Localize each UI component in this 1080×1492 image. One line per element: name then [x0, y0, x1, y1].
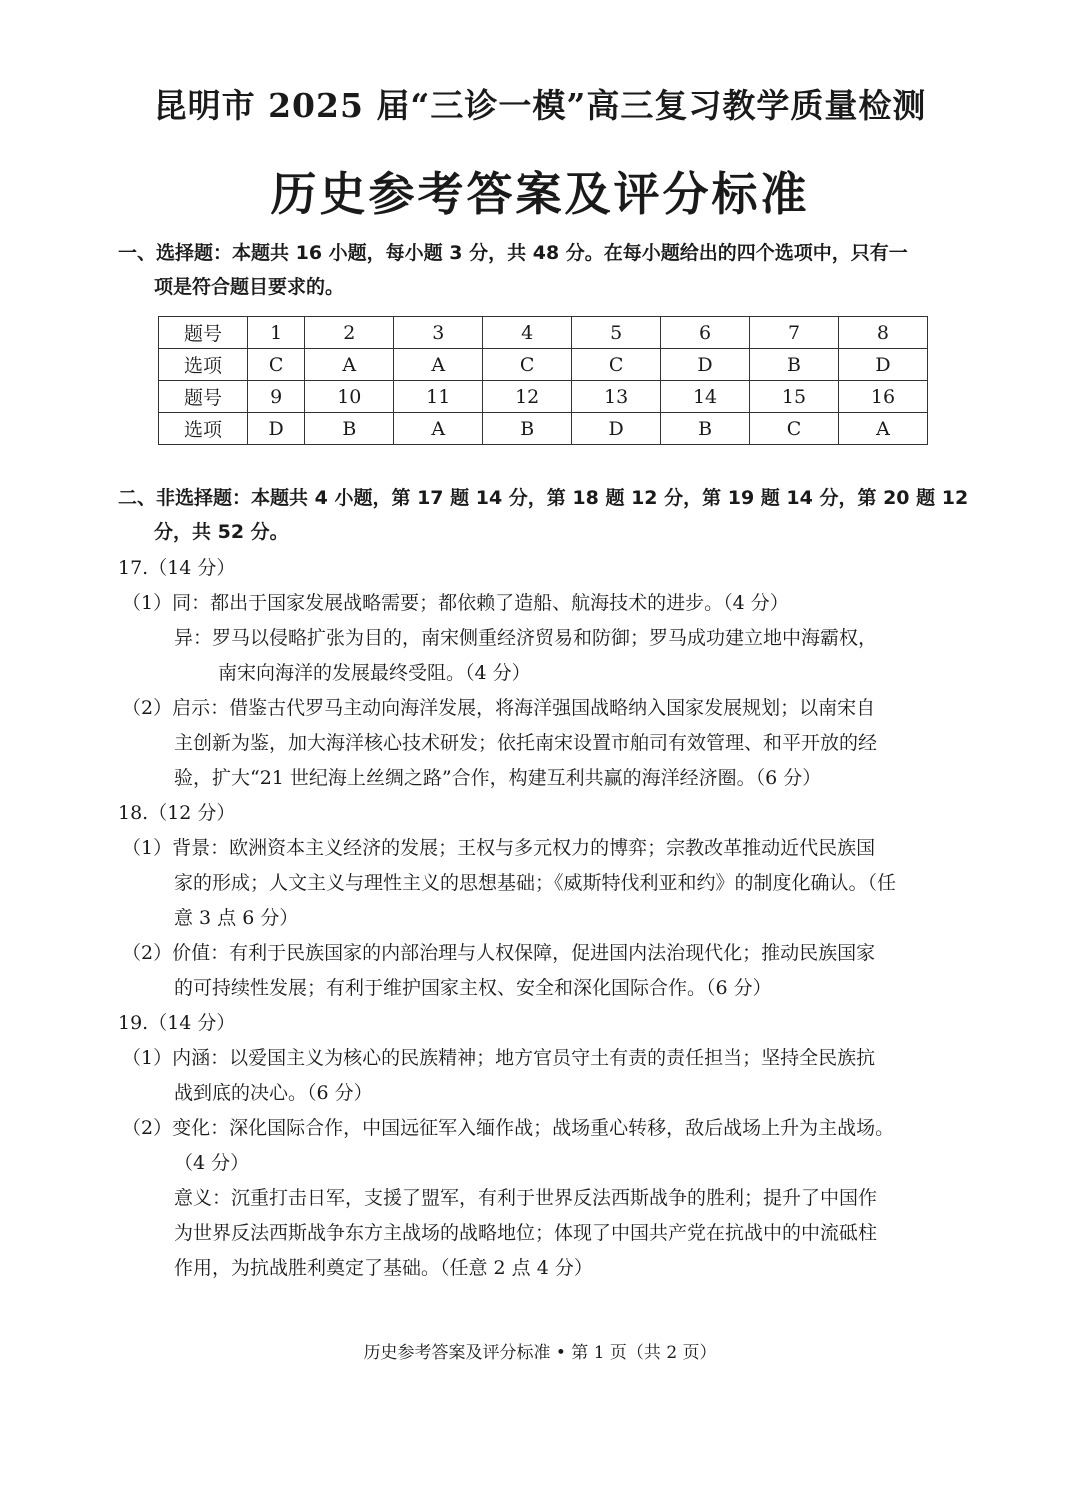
section1-heading-line1: 一、选择题：本题共 16 小题，每小题 3 分，共 48 分。在每小题给出的四个选项中，只有一 — [118, 242, 908, 264]
q17-label: 17.（14 分） — [118, 557, 236, 579]
section2-heading-line2: 分，共 52 分。 — [154, 521, 289, 543]
section1-heading-line2: 项是符合题目要求的。 — [154, 276, 345, 298]
question-number: 7 — [750, 317, 839, 349]
question-number: 12 — [483, 381, 572, 413]
question-number: 10 — [305, 381, 394, 413]
question-number: 16 — [838, 381, 927, 413]
question-number: 6 — [661, 317, 750, 349]
answer-cell: C — [572, 349, 661, 381]
document-subtitle: 历史参考答案及评分标准 — [270, 167, 810, 221]
q18-part1-line: 家的形成；人文主义与理性主义的思想基础；《威斯特伐利亚和约》的制度化确认。（任 — [174, 872, 897, 894]
question-number: 2 — [305, 317, 394, 349]
answer-cell: A — [394, 349, 483, 381]
answer-cell: B — [750, 349, 839, 381]
q18-part1-line: 意 3 点 6 分） — [174, 907, 299, 929]
answer-cell: A — [305, 349, 394, 381]
question-number: 11 — [394, 381, 483, 413]
q19-part2-line: （4 分） — [174, 1152, 250, 1174]
option-row-label: 选项 — [159, 349, 248, 381]
q18-part1 — [122, 831, 972, 936]
answer-cell: C — [750, 413, 839, 445]
question-number: 9 — [248, 381, 305, 413]
number-row-label: 题号 — [159, 381, 248, 413]
q19-part1 — [122, 1041, 972, 1111]
q19-part2-line: 意义：沉重打击日军，支援了盟军，有利于世界反法西斯战争的胜利；提升了中国作 — [174, 1187, 878, 1209]
q17-part1-line: （1）同：都出于国家发展战略需要；都依赖了造船、航海技术的进步。（4 分） — [122, 592, 789, 614]
answer-cell: A — [394, 413, 483, 445]
answer-cell: A — [838, 413, 927, 445]
answer-table-option-row-2 — [159, 413, 928, 445]
q17-part2 — [122, 691, 972, 796]
answer-table-option-row-1 — [159, 349, 928, 381]
answer-cell: D — [572, 413, 661, 445]
answer-table-number-row-1 — [159, 317, 928, 349]
q17-part1-line: 异：罗马以侵略扩张为目的，南宋侧重经济贸易和防御；罗马成功建立地中海霸权， — [174, 627, 878, 649]
q17-part1-line: 南宋向海洋的发展最终受阻。（4 分） — [218, 662, 531, 684]
question-number: 15 — [750, 381, 839, 413]
answer-cell: B — [661, 413, 750, 445]
section2-heading — [118, 481, 978, 549]
q18-part2 — [122, 936, 972, 1006]
question-number: 3 — [394, 317, 483, 349]
q18-part2-line: （2）价值：有利于民族国家的内部治理与人权保障，促进国内法治现代化；推动民族国家 — [122, 942, 876, 964]
q19-label: 19.（14 分） — [118, 1012, 236, 1034]
q18-label: 18.（12 分） — [118, 802, 236, 824]
answer-cell: D — [661, 349, 750, 381]
answer-table-number-row-2 — [159, 381, 928, 413]
q18-part1-line: （1）背景：欧洲资本主义经济的发展；王权与多元权力的博弈；宗教改革推动近代民族国 — [122, 837, 876, 859]
q19-part1-line: 战到底的决心。（6 分） — [174, 1082, 373, 1104]
q19-part1-line: （1）内涵：以爱国主义为核心的民族精神；地方官员守土有责的责任担当；坚持全民族抗 — [122, 1047, 876, 1069]
q19-part2-line: 作用，为抗战胜利奠定了基础。（任意 2 点 4 分） — [174, 1257, 593, 1279]
question-number: 4 — [483, 317, 572, 349]
question-number: 13 — [572, 381, 661, 413]
number-row-label: 题号 — [159, 317, 248, 349]
question-number: 1 — [248, 317, 305, 349]
exam-title: 昆明市 2025 届“三诊一模”高三复习教学质量检测 — [153, 86, 927, 125]
section2-heading-line1: 二、非选择题：本题共 4 小题，第 17 题 14 分，第 18 题 12 分，第 19 题 14 分，第 20 题 12 — [118, 487, 969, 509]
question-number: 8 — [838, 317, 927, 349]
question-number: 14 — [661, 381, 750, 413]
question-number: 5 — [572, 317, 661, 349]
option-row-label: 选项 — [159, 413, 248, 445]
q17-part2-line: （2）启示：借鉴古代罗马主动向海洋发展，将海洋强国战略纳入国家发展规划；以南宋自 — [122, 697, 876, 719]
q17-part2-line: 验，扩大“21 世纪海上丝绸之路”合作，构建互利共赢的海洋经济圈。（6 分） — [174, 767, 822, 789]
q19-part2 — [122, 1111, 972, 1286]
answer-table — [158, 316, 928, 445]
answer-cell: C — [248, 349, 305, 381]
answer-cell: C — [483, 349, 572, 381]
page-footer: 历史参考答案及评分标准 • 第 1 页（共 2 页） — [363, 1343, 717, 1363]
answer-cell: D — [248, 413, 305, 445]
q19-part2-line: （2）变化：深化国际合作，中国远征军入缅作战；战场重心转移，敌后战场上升为主战场。 — [122, 1117, 895, 1139]
q17-part1 — [122, 586, 972, 691]
q18-part2-line: 的可持续性发展；有利于维护国家主权、安全和深化国际合作。（6 分） — [174, 977, 772, 999]
answer-cell: D — [838, 349, 927, 381]
q17-part2-line: 主创新为鉴，加大海洋核心技术研发；依托南宋设置市舶司有效管理、和平开放的经 — [174, 732, 878, 754]
answer-cell: B — [305, 413, 394, 445]
answer-cell: B — [483, 413, 572, 445]
q19-part2-line: 为世界反法西斯战争东方主战场的战略地位；体现了中国共产党在抗战中的中流砥柱 — [174, 1222, 878, 1244]
section1-heading — [118, 236, 978, 304]
